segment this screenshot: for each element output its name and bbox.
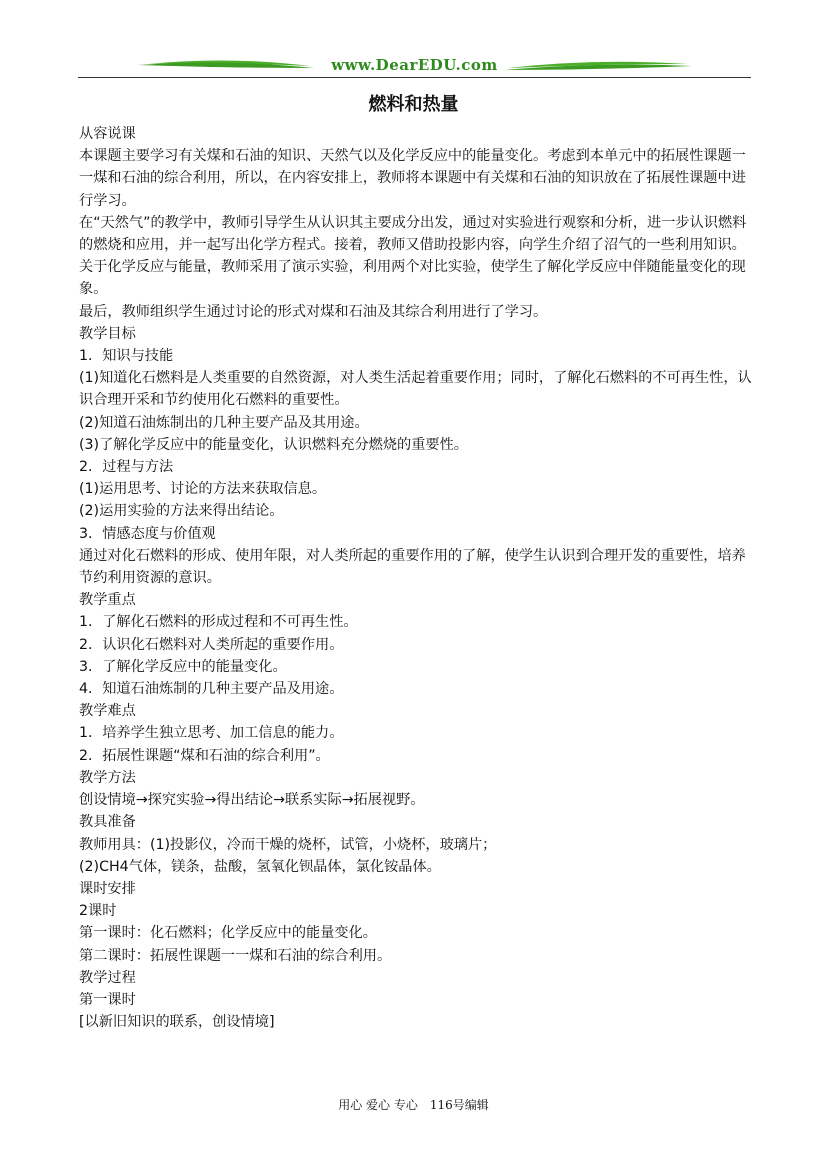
paragraph: 最后，教师组织学生通过讨论的形式对煤和石油及其综合利用进行了学习。 [79,303,548,320]
paragraph: 第二课时：拓展性课题一一煤和石油的综合利用。 [79,947,392,964]
header-divider [78,77,751,78]
list-item: 2．拓展性课题“煤和石油的综合利用”。 [79,747,330,764]
list-item: (3)了解化学反应中的能量变化，认识燃料充分燃烧的重要性。 [79,436,468,453]
list-item: (1)运用思考、讨论的方法来获取信息。 [79,481,327,498]
paragraph: 创设情境→探究实验→得出结论→联系实际→拓展视野。 [79,792,425,809]
subheading: 3．情感态度与价值观 [79,525,216,542]
site-header-banner [78,52,751,78]
list-item: 3．了解化学反应中的能量变化。 [79,658,287,675]
section-heading: 教具准备 [79,814,136,831]
section-heading: 教学方法 [79,769,136,786]
section-heading: 教学难点 [79,703,136,720]
list-item: 4．知道石油炼制的几种主要产品及用途。 [79,681,344,698]
paragraph: [以新旧知识的联系，创设情境] [79,1014,275,1031]
section-heading: 教学目标 [79,325,136,342]
list-item: (2)知道石油炼制出的几种主要产品及其用途。 [79,414,369,431]
list-item: (1)知道化石燃料是人类重要的自然资源，对人类生活起着重要作用；同时，了解化石燃料的不可再生性，认识合理开采和节约使用化石燃料的重要性。 [79,370,752,409]
site-url: www.DearEDU.com [331,56,498,74]
paragraph: 2课时 [79,903,117,920]
list-item: (2)运用实验的方法来得出结论。 [79,503,284,520]
paragraph: 通过对化石燃料的形成、使用年限，对人类所起的重要作用的了解，使学生认识到合理开发的重要性，培养节约利用资源的意识。 [79,547,746,587]
list-item: 2．认识化石燃料对人类所起的重要作用。 [79,636,344,653]
list-item: 1．了解化石燃料的形成过程和不可再生性。 [79,614,358,631]
paragraph: 关于化学反应与能量，教师采用了演示实验，利用两个对比实验，使学生了解化学反应中伴随能量变化的现象。 [79,259,746,298]
list-item: 1．培养学生独立思考、加工信息的能力。 [79,725,344,742]
subheading: 2．过程与方法 [79,459,174,476]
document-title: 燃料和热量 [368,94,459,115]
section-heading: 课时安排 [79,880,136,897]
paragraph: 在“天然气”的教学中，教师引导学生从认识其主要成分出发，通过对实验进行观察和分析，进一步认识燃料的燃烧和应用，并一起写出化学方程式。接着，教师又借助投影内容，向学生介绍了沼气的一些利用知识。 [79,214,747,254]
section-heading: 教学过程 [79,969,136,986]
paragraph: (2)CH4气体，镁条，盐酸，氢氧化钡晶体，氯化铵晶体。 [79,858,441,875]
paragraph: 教师用具：(1)投影仪，冷而干燥的烧杯，试管，小烧杯，玻璃片； [79,836,497,853]
document-body [79,123,755,1033]
page-footer: 用心 爱心 专心 116号编辑 [338,1098,489,1112]
section-heading: 教学重点 [79,592,136,609]
subheading: 第一课时 [79,991,136,1008]
paragraph: 本课题主要学习有关煤和石油的知识、天然气以及化学反应中的能量变化。考虑到本单元中的拓展性课题一一煤和石油的综合利用，所以，在内容安排上，教师将本课题中有关煤和石油的知识放在了拓展性课题中进行学习。 [79,148,746,209]
paragraph: 从容说课 [79,126,136,142]
subheading: 1．知识与技能 [79,348,174,365]
paragraph: 第一课时：化石燃料；化学反应中的能量变化。 [79,925,377,942]
